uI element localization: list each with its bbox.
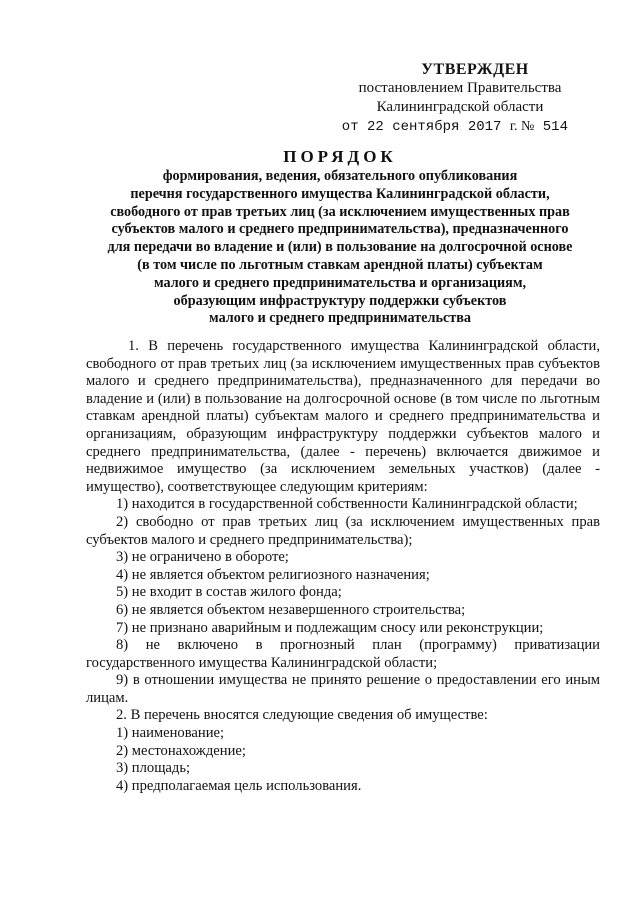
heading-line: образующим инфраструктуру поддержки субъектов: [173, 292, 507, 309]
approval-number: 514: [542, 119, 568, 135]
document-heading: [80, 146, 600, 328]
approval-dateline: [340, 117, 580, 137]
criterion-item: 4) не является объектом религиозного назначения;: [116, 566, 430, 583]
approval-block: [340, 60, 580, 137]
criterion-item: 1) находится в государственной собственности Калининградской области;: [116, 496, 578, 513]
document-title: ПОРЯДОК: [283, 147, 397, 166]
info-item: 1) наименование;: [116, 725, 225, 742]
heading-line: малого и среднего предпринимательства: [209, 310, 471, 327]
heading-line: перечня государственного имущества Калининградской области,: [130, 185, 550, 202]
approval-line-2: Калининградской области: [376, 99, 544, 115]
paragraph-1: 1. В перечень государственного имущества Калининградской области, свободного от прав третьих лиц (за исключением имущественных прав субъектов малого и среднего предпринимательства), предназначенного для передачи во владение и (или) в пользование на долгосрочной основе (в том числе по льготным ставкам арендной платы) субъектам малого и среднего предпринимательства и организациям, образующим инфраструктуру поддержки субъектов малого и среднего предпринимательства, (далее - перечень) включается движимое и недвижимое имущество (за исключением земельных участков) (далее - имущество), соответствующее следующим критериям:: [86, 338, 600, 495]
criterion-item: 2) свободно от прав третьих лиц (за исключением имущественных прав субъектов малого и среднего предпринимательства);: [86, 513, 600, 548]
approval-line-1: постановлением Правительства: [358, 80, 562, 96]
approval-title: УТВЕРЖДЕН: [421, 61, 529, 78]
info-item: 4) предполагаемая цель использования.: [116, 777, 362, 794]
approval-date: от 22 сентября 2017: [341, 119, 502, 135]
criterion-item: 6) не является объектом незавершенного строительства;: [116, 601, 466, 618]
paragraph-2: 2. В перечень вносятся следующие сведения об имуществе:: [116, 707, 488, 724]
info-item: 2) местонахождение;: [116, 742, 246, 759]
criterion-item: 3) не ограничено в обороте;: [116, 549, 289, 566]
criterion-item: 5) не входит в состав жилого фонда;: [116, 584, 342, 601]
info-item: 3) площадь;: [116, 760, 191, 777]
heading-line: свободного от прав третьих лиц (за исключением имущественных прав: [110, 203, 570, 220]
document-body: [86, 338, 600, 795]
criterion-item: 8) не включено в прогнозный план (программу) приватизации государственного имущества Калининградской области;: [86, 637, 600, 671]
heading-line: субъектов малого и среднего предпринимательства), предназначенного: [111, 221, 569, 238]
heading-line: (в том числе по льготным ставкам арендной платы) субъектам: [137, 256, 543, 273]
criterion-item: 9) в отношении имущества не принято решение о предоставлении его иным лицам.: [86, 672, 600, 706]
heading-line: для передачи во владение и (или) в пользование на долгосрочной основе: [107, 239, 573, 256]
heading-line: малого и среднего предпринимательства и организациям,: [153, 274, 527, 291]
criterion-item: 7) не признано аварийным и подлежащим сносу или реконструкции;: [116, 619, 544, 636]
heading-line: формирования, ведения, обязательного опубликования: [162, 168, 518, 184]
approval-year-suffix: г. №: [509, 119, 535, 134]
